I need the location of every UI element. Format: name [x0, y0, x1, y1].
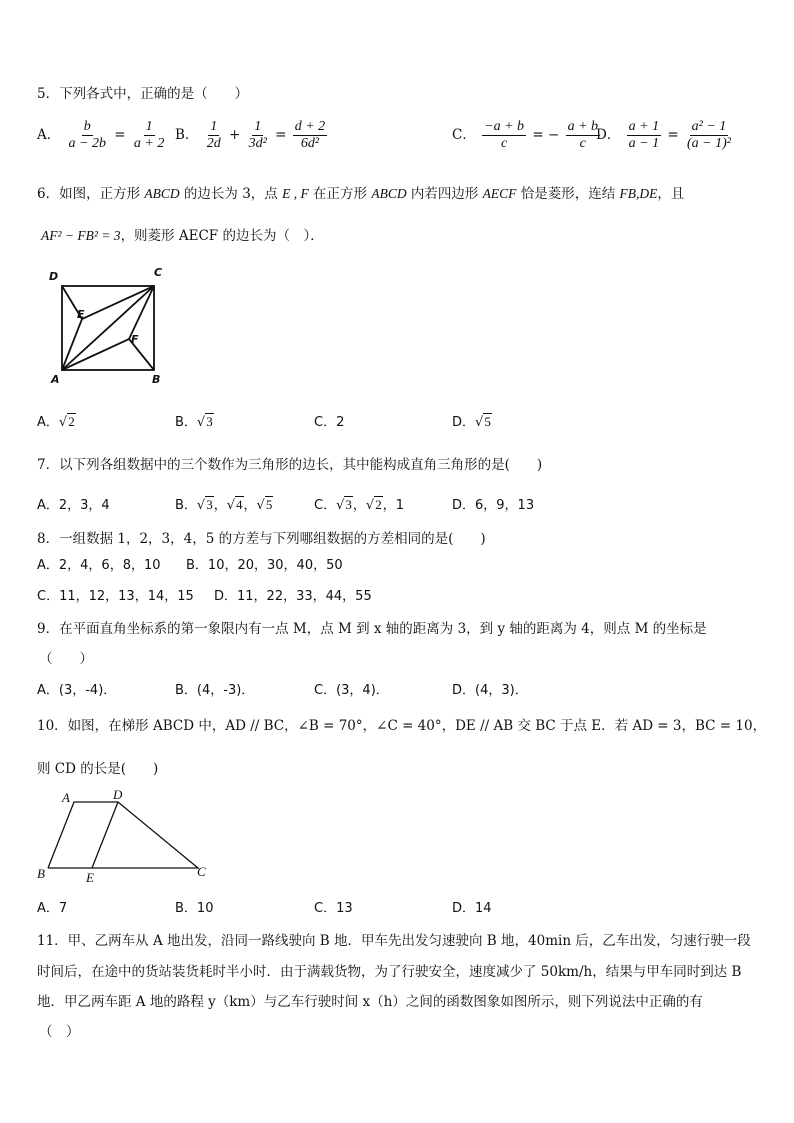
q10-option-b: B．10	[175, 901, 214, 916]
label: B．	[175, 498, 197, 513]
math-abcd: ABCD	[144, 186, 180, 201]
label-d: D	[49, 270, 59, 283]
radicand: 3	[206, 497, 213, 512]
numerator: 1	[144, 119, 155, 136]
radicand: 4	[236, 497, 243, 512]
q10-stem-line2: 则 CD 的长是( )	[37, 761, 159, 777]
q9-option-b: B．(4，-3)．	[175, 683, 255, 698]
q9-stem: 9．在平面直角坐标系的第一象限内有一点 M，点 M 到 x 轴的距离为 3，到 y 轴的距离为 4，则点 M 的坐标是	[37, 621, 707, 637]
text: 恰是菱形，连结	[516, 186, 620, 202]
numerator: −a + b	[482, 119, 526, 136]
q6-option-a: A．√2	[37, 414, 75, 430]
q8-option-c: C．11，12，13，14，15	[37, 589, 194, 604]
numerator: d + 2	[293, 119, 327, 136]
denominator: c	[579, 136, 586, 152]
q10-stem-line1: 10．如图，在梯形 ABCD 中，AD // BC，∠B = 70°，∠C = 40°，DE // AB 交 BC 于点 E．若 AD = 3，BC = 10，	[37, 718, 767, 734]
q11-answer-paren: （ ）	[39, 1024, 80, 1040]
label-e: E	[86, 870, 94, 885]
denominator: a − 2b	[68, 136, 106, 152]
denominator: 3d²	[248, 136, 267, 152]
math-fbde: FB,DE	[619, 186, 658, 201]
label: C．	[314, 498, 337, 513]
q8-option-b: B．10，20，30，40，50	[186, 558, 343, 573]
label-b: B	[152, 373, 161, 386]
q9-option-d: D．(4，3)．	[452, 683, 528, 698]
radicand: 2	[68, 414, 75, 429]
denominator: a + 2	[133, 136, 165, 152]
denominator: a − 1	[628, 136, 660, 152]
label: B．	[175, 415, 197, 430]
text: 在正方形	[308, 186, 372, 202]
denominator: c	[500, 136, 508, 152]
label-c: C	[197, 864, 206, 879]
q8-stem: 8．一组数据 1，2，3，4，5 的方差与下列哪组数据的方差相同的是( )	[37, 531, 486, 547]
q5-b-term1-fraction	[205, 119, 223, 152]
q6-option-b: B．√3	[175, 414, 213, 430]
text: 内若四边形	[406, 186, 483, 202]
q5-option-d: D． $\frac{a + 1}{a - 1}$ = $\frac{\text{a² − 1}}{\text{(a − 1)²}}$	[596, 119, 731, 152]
q10-option-d: D．14	[452, 901, 492, 916]
q5-d-rhs-fraction	[685, 119, 733, 152]
q5-c-lhs-fraction	[482, 119, 526, 152]
q11-line1: 11．甲、乙两车从 A 地出发，沿同一路线驶向 B 地．甲车先出发匀速驶向 B 地，40min 后，乙车出发，匀速行驶一段	[37, 933, 751, 949]
q9-option-c: C．(3，4)．	[314, 683, 389, 698]
label-e: E	[77, 308, 85, 321]
math-aecf: AECF	[482, 186, 517, 201]
numerator: a + 1	[627, 119, 661, 136]
label-c: C	[154, 266, 163, 279]
q8-option-a: A．2，4，6，8，10	[37, 558, 161, 573]
denominator: (a − 1)²	[686, 136, 731, 152]
q11-line2: 时间后，在途中的货站装货耗时半小时．由于满载货物，为了行驶安全，速度减少了 50km/h，结果与甲车同时到达 B	[37, 964, 742, 980]
q11-line3: 地．甲乙两车距 A 地的路程 y（km）与乙车行驶时间 x（h）之间的函数图象如图所示，则下列说法中正确的有	[37, 994, 703, 1010]
math-ef: E , F	[282, 186, 309, 201]
label-d: D	[113, 787, 123, 802]
numerator: b	[82, 119, 93, 136]
text: ，1	[382, 498, 404, 513]
math-abcd: ABCD	[371, 186, 407, 201]
q8-option-d: D．11，22，33，44，55	[214, 589, 372, 604]
q5-option-a: A． $\frac{b}{a - 2b}$ = $\frac{1}{a + 2}$	[37, 119, 165, 152]
q5-b-rhs-fraction	[293, 119, 327, 152]
q7-option-d: D．6，9，13	[452, 498, 535, 513]
radicand: 3	[345, 497, 352, 512]
q6-option-d: D．√5	[452, 414, 491, 430]
q5-option-d-label: D．	[596, 127, 621, 144]
q5-option-b-label: B．	[175, 127, 199, 144]
radicand: 5	[265, 497, 273, 512]
label: D．	[452, 415, 476, 430]
q5-a-rhs-fraction	[132, 119, 166, 152]
numerator: a + b	[566, 119, 600, 136]
q7-stem: 7．以下列各组数据中的三个数作为三角形的边长，其中能构成直角三角形的是( )	[37, 457, 543, 473]
numerator: a² − 1	[690, 119, 729, 136]
q6-square-figure	[44, 262, 174, 392]
label-b: B	[37, 866, 45, 881]
q5-b-term2-fraction	[247, 119, 269, 152]
text: ，且	[657, 186, 685, 202]
q5-c-rhs-fraction	[566, 119, 600, 152]
q7-option-a: A．2，3，4	[37, 498, 110, 513]
radicand: 3	[206, 414, 213, 429]
q5-option-c: C． $\frac{-a + b}{c}$ = − $\frac{a + b}{c}$	[452, 119, 599, 152]
numerator: 1	[252, 119, 263, 136]
q10-option-c: C．13	[314, 901, 353, 916]
q5-option-c-label: C．	[452, 127, 476, 144]
text: 的边长为 3，点	[179, 186, 283, 202]
radicand: 5	[484, 414, 491, 429]
label-f: F	[131, 333, 139, 346]
q6-option-c: C．2	[314, 415, 345, 430]
label-a: A	[62, 790, 70, 805]
q6-stem-line1	[37, 182, 684, 202]
text: 6．如图，正方形	[37, 186, 145, 202]
math-formula: AF² − FB² = 3	[41, 228, 121, 243]
q10-trapezoid-figure	[34, 786, 214, 886]
q7-option-c: C．√3，√2，1	[314, 497, 404, 513]
denominator: 6d²	[300, 136, 320, 152]
q5-option-b: B． $\frac{1}{2d}$ + $\frac{1}{\text{3d²}}$ = $\frac{d + 2}{\text{6d²}}$	[175, 119, 326, 152]
q5-d-lhs-fraction	[627, 119, 661, 152]
radicand: 2	[375, 497, 382, 512]
denominator: 2d	[206, 136, 221, 152]
q5-a-lhs-fraction	[67, 119, 108, 152]
numerator: 1	[208, 119, 219, 136]
label: A．	[37, 415, 59, 430]
q5-option-a-label: A．	[37, 127, 61, 144]
q9-option-a: A．(3，-4)．	[37, 683, 117, 698]
q10-option-a: A．7	[37, 901, 68, 916]
q6-stem-line2	[41, 224, 324, 244]
q9-answer-paren: （ ）	[39, 651, 93, 667]
text: ，则菱形 AECF 的边长为（ ）．	[120, 228, 324, 244]
q5-stem: 5．下列各式中，正确的是（ ）	[37, 86, 249, 102]
label-a: A	[51, 373, 60, 386]
q7-option-b: B．√3，√4，√5	[175, 497, 273, 513]
